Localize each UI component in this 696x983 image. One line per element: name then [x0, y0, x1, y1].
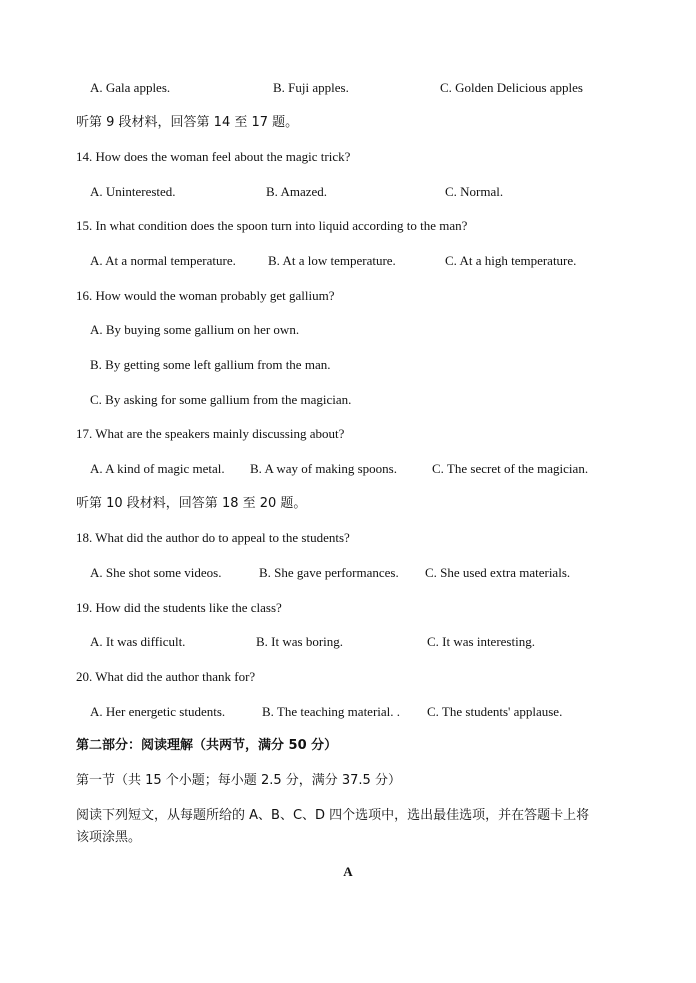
q19-stem: 19. How did the students like the class? — [76, 600, 282, 615]
q20-option-a: A. Her energetic students. — [90, 704, 226, 719]
q15-option-b: B. At a low temperature. — [268, 253, 396, 268]
q19-option-a: A. It was difficult. — [90, 634, 186, 649]
q16-option-b: B. By getting some left gallium from the man. — [90, 357, 331, 372]
q15-stem: 15. In what condition does the spoon turn into liquid according to the man? — [76, 218, 468, 233]
part-2-title: 第二部分：阅读理解（共两节，满分 50 分） — [76, 738, 338, 753]
q17-option-a: A. A kind of magic metal. — [90, 461, 225, 476]
q16-stem: 16. How would the woman probably get gallium? — [76, 288, 335, 303]
part-2-section-1-header: 第一节（共 15 个小题；每小题 2.5 分，满分 37.5 分） — [76, 773, 401, 788]
q17-stem: 17. What are the speakers mainly discussing about? — [76, 426, 345, 441]
q15-option-c: C. At a high temperature. — [445, 253, 577, 268]
reading-instruction-line-2: 该项涂黑。 — [76, 830, 142, 845]
q18-stem: 18. What did the author do to appeal to the students? — [76, 530, 350, 545]
q18-option-a: A. She shot some videos. — [90, 565, 222, 580]
q20-option-c: C. The students' applause. — [427, 704, 563, 719]
q20-option-b: B. The teaching material. . — [262, 704, 401, 719]
q14-option-c: C. Normal. — [445, 184, 504, 199]
q18-option-b: B. She gave performances. — [259, 565, 399, 580]
q17-option-c: C. The secret of the magician. — [432, 461, 589, 476]
section-9-instruction: 听第 9 段材料，回答第 14 至 17 题。 — [76, 115, 299, 130]
q13-option-b: B. Fuji apples. — [273, 80, 349, 95]
q16-option-a: A. By buying some gallium on her own. — [90, 322, 300, 337]
q17-option-b: B. A way of making spoons. — [250, 461, 397, 476]
q15-option-a: A. At a normal temperature. — [90, 253, 236, 268]
q19-option-b: B. It was boring. — [256, 634, 344, 649]
section-10-instruction: 听第 10 段材料，回答第 18 至 20 题。 — [76, 496, 307, 511]
passage-a-label: A — [343, 864, 353, 879]
q14-stem: 14. How does the woman feel about the magic trick? — [76, 149, 351, 164]
reading-instruction-line-1: 阅读下列短文，从每题所给的 A、B、C、D 四个选项中，选出最佳选项，并在答题卡上将 — [76, 808, 590, 823]
q19-option-c: C. It was interesting. — [427, 634, 535, 649]
q18-option-c: C. She used extra materials. — [425, 565, 571, 580]
q13-option-a: A. Gala apples. — [90, 80, 171, 95]
q16-option-c: C. By asking for some gallium from the magician. — [90, 392, 352, 407]
q14-option-a: A. Uninterested. — [90, 184, 176, 199]
q13-option-c: C. Golden Delicious apples — [440, 80, 583, 95]
q14-option-b: B. Amazed. — [266, 184, 328, 199]
q20-stem: 20. What did the author thank for? — [76, 669, 256, 684]
